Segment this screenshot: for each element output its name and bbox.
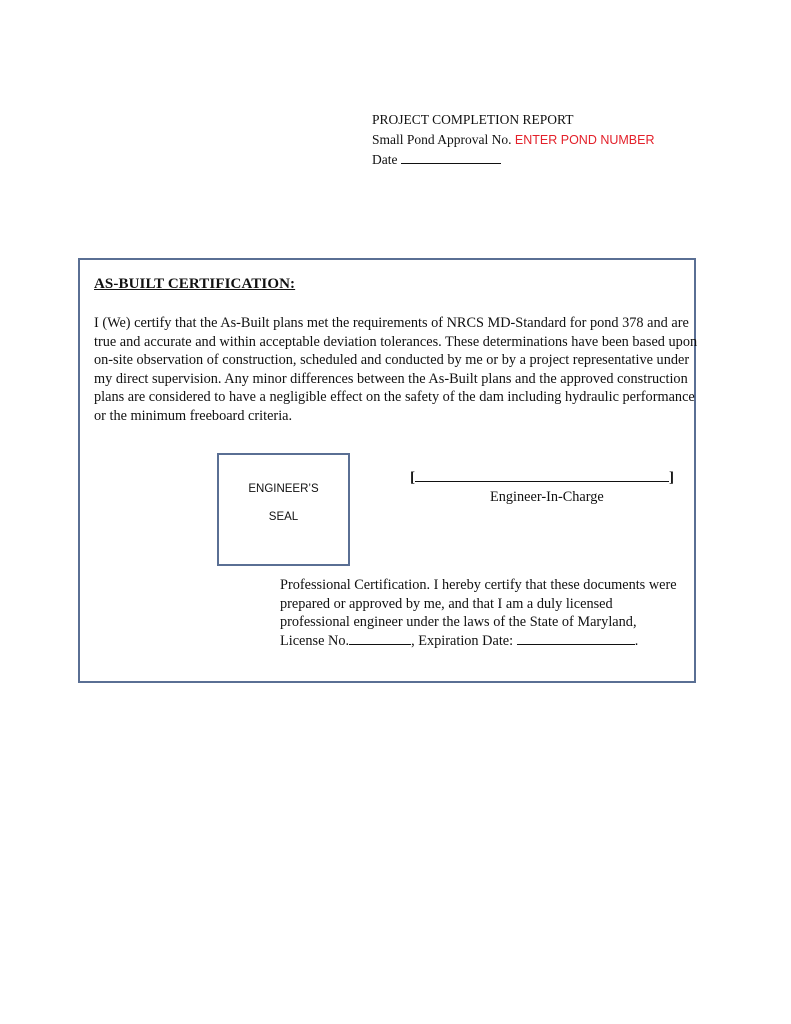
report-title: PROJECT COMPLETION REPORT bbox=[372, 112, 574, 127]
engineer-in-charge-label: Engineer-In-Charge bbox=[490, 489, 604, 505]
engineer-signature-line[interactable] bbox=[410, 467, 680, 487]
engineer-seal-box bbox=[217, 453, 350, 566]
seal-label-line2: SEAL bbox=[268, 511, 299, 523]
expiration-date-field[interactable] bbox=[517, 632, 635, 645]
expiration-label: Expiration Date: bbox=[418, 632, 514, 649]
approval-number-label: Small Pond Approval No. bbox=[372, 132, 512, 147]
as-built-certification-box bbox=[78, 258, 696, 683]
professional-certification-text: Professional Certification. I hereby certify that these documents were prepared or approved by me, and that I am a duly licensed professional engineer under the laws of the State of Maryland, bbox=[280, 577, 677, 630]
date-line bbox=[372, 150, 654, 170]
report-header bbox=[372, 110, 654, 170]
professional-certification bbox=[280, 576, 680, 650]
pond-number-field[interactable]: ENTER POND NUMBER bbox=[514, 133, 655, 147]
license-number-field[interactable] bbox=[349, 632, 411, 645]
signature-open-bracket: [ bbox=[410, 470, 415, 486]
certification-body: I (We) certify that the As-Built plans met the requirements of NRCS MD-Standard for pond 378 and are true and accurate and within acceptable deviation tolerances. These determinations have been based upon on-site observation of construction, scheduled and conducted by me or by a project representative under my direct supervision. Any minor differences between the As-Built plans and the approved construction plans are considered to have a negligible effect on the safety of the dam including hydraulic performance or the minimum freeboard criteria. bbox=[94, 315, 698, 424]
seal-label-line1: ENGINEER’S bbox=[248, 483, 319, 495]
end-period: . bbox=[634, 632, 639, 649]
signature-close-bracket: ] bbox=[669, 470, 674, 486]
separator: , bbox=[411, 632, 415, 649]
date-field[interactable] bbox=[401, 151, 501, 164]
signature-field[interactable] bbox=[415, 467, 669, 482]
certification-title: AS-BUILT CERTIFICATION: bbox=[94, 276, 296, 292]
date-label: Date bbox=[372, 152, 398, 167]
approval-number-line bbox=[372, 130, 654, 150]
license-label: License No. bbox=[280, 632, 350, 649]
